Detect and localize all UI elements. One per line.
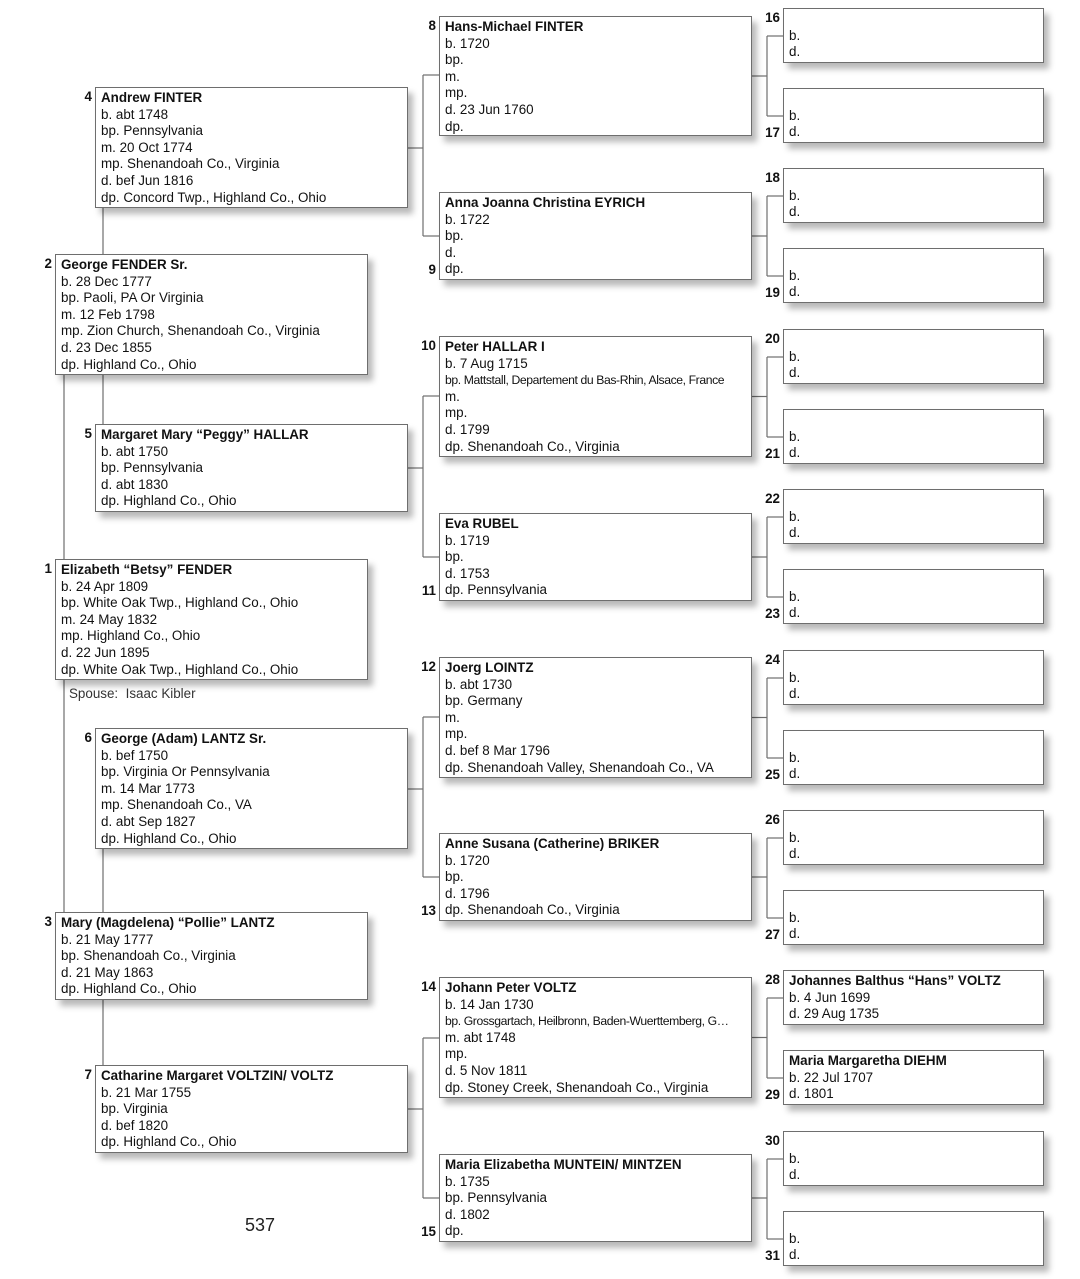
ahnentafel-number-20: 20 <box>765 331 780 346</box>
person-name <box>789 11 1039 28</box>
person-box-9[interactable] <box>439 192 752 280</box>
person-detail-line: d. 21 May 1863 <box>61 964 154 980</box>
person-detail-line: bp. Paoli, PA Or Virginia <box>61 290 204 306</box>
ahnentafel-number-8: 8 <box>428 18 436 33</box>
person-detail-line: b. <box>789 187 801 203</box>
person-detail-line: dp. Shenandoah Co., Virginia <box>445 902 620 918</box>
person-detail-line: d. 5 Nov 1811 <box>445 1062 528 1078</box>
person-detail-line: d. <box>789 605 801 621</box>
ahnentafel-number-5: 5 <box>84 426 92 441</box>
ahnentafel-number-30: 30 <box>765 1133 780 1148</box>
ahnentafel-number-13: 13 <box>421 903 436 918</box>
person-name: Johann Peter VOLTZ <box>445 980 577 995</box>
ahnentafel-number-24: 24 <box>765 652 780 667</box>
ahnentafel-number-7: 7 <box>84 1067 92 1082</box>
person-detail-line: mp. <box>445 85 468 101</box>
person-name <box>789 813 1039 830</box>
person-detail-line: b. 22 Jul 1707 <box>789 1069 874 1085</box>
person-detail-line: dp. <box>445 261 464 277</box>
person-detail-line: d. <box>789 365 801 381</box>
person-detail-line: m. 14 Mar 1773 <box>101 780 195 796</box>
person-name <box>789 1134 1039 1151</box>
person-name: Maria Margaretha DIEHM <box>789 1053 947 1068</box>
person-detail-line: b. <box>789 428 801 444</box>
person-detail-line: m. 12 Feb 1798 <box>61 306 155 322</box>
person-detail-line: d. 1753 <box>445 565 490 581</box>
person-detail-line: b. <box>789 1150 801 1166</box>
ahnentafel-number-6: 6 <box>84 730 92 745</box>
person-detail-line: dp. Highland Co., Ohio <box>101 1134 237 1150</box>
person-detail-line: b. <box>789 27 801 43</box>
person-detail-line: b. <box>789 348 801 364</box>
person-box-21[interactable] <box>783 409 1044 464</box>
person-detail-line: d. 1796 <box>445 885 490 901</box>
person-detail-line: d. bef 8 Mar 1796 <box>445 742 550 758</box>
person-detail-line: bp. Grossgartach, Heilbronn, Baden-Wuerttemberg, G… <box>445 1014 729 1029</box>
person-detail-line: bp. Virginia Or Pennsylvania <box>101 764 270 780</box>
person-box-18[interactable] <box>783 168 1044 223</box>
person-detail-line: d. 23 Jun 1760 <box>445 101 534 117</box>
person-detail-line: b. 24 Apr 1809 <box>61 578 149 594</box>
person-detail-line: d. 23 Dec 1855 <box>61 339 152 355</box>
person-detail-line: d. <box>789 525 801 541</box>
person-name: Anna Joanna Christina EYRICH <box>445 195 646 210</box>
person-detail-line: d. 1799 <box>445 421 490 437</box>
person-name: Maria Elizabetha MUNTEIN/ MINTZEN <box>445 1157 682 1172</box>
person-detail-line: d. <box>789 204 801 220</box>
person-detail-line: bp. Pennsylvania <box>101 123 203 139</box>
person-detail-line: b. <box>789 588 801 604</box>
person-name <box>789 492 1039 509</box>
person-detail-line: dp. <box>445 118 464 134</box>
person-name: Margaret Mary “Peggy” HALLAR <box>101 427 309 442</box>
page-number: 537 <box>245 1215 276 1235</box>
person-name <box>789 412 1039 429</box>
person-name <box>789 332 1039 349</box>
person-box-10[interactable] <box>439 336 752 457</box>
ahnentafel-number-26: 26 <box>765 812 780 827</box>
person-detail-line: b. <box>789 267 801 283</box>
ahnentafel-number-28: 28 <box>765 972 780 987</box>
person-box-28[interactable] <box>783 970 1044 1025</box>
person-detail-line: d. 29 Aug 1735 <box>789 1006 880 1022</box>
person-box-25[interactable] <box>783 730 1044 785</box>
person-name: Hans-Michael FINTER <box>445 19 584 34</box>
person-box-11[interactable] <box>439 513 752 601</box>
person-detail-line: bp. White Oak Twp., Highland Co., Ohio <box>61 595 299 611</box>
person-detail-line: b. <box>789 909 801 925</box>
ahnentafel-number-31: 31 <box>765 1248 780 1263</box>
person-box-29[interactable] <box>783 1050 1044 1105</box>
person-detail-line: d. <box>789 926 801 942</box>
person-detail-line: d. <box>789 284 801 300</box>
person-box-12[interactable] <box>439 657 752 778</box>
ahnentafel-number-22: 22 <box>765 491 780 506</box>
person-detail-line: b. 1722 <box>445 211 490 227</box>
ahnentafel-number-27: 27 <box>765 927 780 942</box>
person-name <box>789 733 1039 750</box>
person-detail-line: b. abt 1748 <box>101 106 169 122</box>
person-detail-line: dp. <box>445 1223 464 1239</box>
person-name: Peter HALLAR I <box>445 339 545 354</box>
person-detail-line: b. 21 Mar 1755 <box>101 1084 192 1100</box>
person-detail-line: mp. Shenandoah Co., Virginia <box>101 156 280 172</box>
spouse-name: Isaac Kibler <box>125 686 196 701</box>
person-name: Mary (Magdelena) “Pollie” LANTZ <box>61 915 275 930</box>
person-name <box>789 893 1039 910</box>
person-box-14[interactable] <box>439 977 752 1098</box>
person-detail-line: b. abt 1730 <box>445 676 513 692</box>
person-detail-line: m. <box>445 68 460 84</box>
ahnentafel-number-10: 10 <box>421 338 436 353</box>
ahnentafel-number-12: 12 <box>421 659 436 674</box>
person-box-26[interactable] <box>783 810 1044 865</box>
person-detail-line: m. abt 1748 <box>445 1029 516 1045</box>
person-detail-line: d. <box>789 846 801 862</box>
ahnentafel-number-2: 2 <box>44 256 52 271</box>
ahnentafel-number-3: 3 <box>44 914 52 929</box>
person-detail-line: bp. <box>445 549 464 565</box>
person-box-13[interactable] <box>439 833 752 921</box>
person-detail-line: bp. <box>445 228 464 244</box>
person-box-24[interactable] <box>783 650 1044 705</box>
person-name: Anne Susana (Catherine) BRIKER <box>445 836 660 851</box>
person-box-2[interactable] <box>55 254 368 375</box>
person-detail-line: b. <box>789 669 801 685</box>
person-detail-line: b. 7 Aug 1715 <box>445 355 528 371</box>
person-box-8[interactable] <box>439 16 752 136</box>
person-detail-line: mp. Shenandoah Co., VA <box>101 797 252 813</box>
person-detail-line: dp. White Oak Twp., Highland Co., Ohio <box>61 661 299 677</box>
person-detail-line: mp. <box>445 405 468 421</box>
person-detail-line: m. <box>445 388 460 404</box>
person-name: George FENDER Sr. <box>61 257 188 272</box>
person-name: Elizabeth “Betsy” FENDER <box>61 562 233 577</box>
person-detail-line: d. 22 Jun 1895 <box>61 644 150 660</box>
person-detail-line: b. <box>789 1230 801 1246</box>
ahnentafel-number-14: 14 <box>421 979 436 994</box>
person-detail-line: mp. Zion Church, Shenandoah Co., Virginia <box>61 323 320 339</box>
person-detail-line: dp. Shenandoah Co., Virginia <box>445 438 620 454</box>
person-name: Eva RUBEL <box>445 516 519 531</box>
ahnentafel-number-17: 17 <box>765 125 780 140</box>
person-detail-line: dp. Concord Twp., Highland Co., Ohio <box>101 189 327 205</box>
person-detail-line: mp. Highland Co., Ohio <box>61 628 201 644</box>
person-detail-line: b. bef 1750 <box>101 747 169 763</box>
person-detail-line: dp. Highland Co., Ohio <box>101 830 237 846</box>
ahnentafel-number-25: 25 <box>765 767 780 782</box>
person-name <box>789 1214 1039 1231</box>
person-box-4[interactable] <box>95 87 408 208</box>
person-detail-line: dp. Highland Co., Ohio <box>101 493 237 509</box>
person-detail-line: d. <box>789 766 801 782</box>
person-detail-line: b. 4 Jun 1699 <box>789 989 871 1005</box>
person-detail-line: d. <box>789 445 801 461</box>
person-detail-line: b. 1735 <box>445 1173 490 1189</box>
person-name: Andrew FINTER <box>101 90 203 105</box>
person-detail-line: m. 24 May 1832 <box>61 611 158 627</box>
person-detail-line: d. <box>445 244 457 260</box>
ahnentafel-number-23: 23 <box>765 606 780 621</box>
person-detail-line: d. <box>789 1167 801 1183</box>
ahnentafel-number-29: 29 <box>765 1087 780 1102</box>
person-detail-line: dp. Stoney Creek, Shenandoah Co., Virginia <box>445 1079 709 1095</box>
person-box-15[interactable] <box>439 1154 752 1242</box>
person-box-5[interactable] <box>95 424 408 512</box>
person-detail-line: d. 1801 <box>789 1086 834 1102</box>
person-detail-line: d. <box>789 124 801 140</box>
ahnentafel-number-11: 11 <box>421 583 436 598</box>
ahnentafel-number-19: 19 <box>765 285 780 300</box>
person-detail-line: bp. Mattstall, Departement du Bas-Rhin, Alsace, France <box>445 373 725 388</box>
person-detail-line: b. <box>789 508 801 524</box>
ahnentafel-number-18: 18 <box>765 170 780 185</box>
person-detail-line: d. <box>789 44 801 60</box>
person-name <box>789 572 1039 589</box>
spouse-note <box>69 686 196 701</box>
person-detail-line: b. 1719 <box>445 532 490 548</box>
person-detail-line: b. 1720 <box>445 852 490 868</box>
person-box-22[interactable] <box>783 489 1044 544</box>
person-box-27[interactable] <box>783 890 1044 945</box>
ahnentafel-number-1: 1 <box>44 561 52 576</box>
person-detail-line: b. 1720 <box>445 35 490 51</box>
person-detail-line: b. <box>789 107 801 123</box>
person-name: Johannes Balthus “Hans” VOLTZ <box>789 973 1001 988</box>
person-box-7[interactable] <box>95 1065 408 1153</box>
person-detail-line: d. bef 1820 <box>101 1117 169 1133</box>
person-detail-line: dp. Pennsylvania <box>445 582 547 598</box>
person-detail-line: b. abt 1750 <box>101 443 169 459</box>
person-detail-line: dp. Highland Co., Ohio <box>61 356 197 372</box>
person-detail-line: mp. <box>445 1046 468 1062</box>
person-detail-line: dp. Shenandoah Valley, Shenandoah Co., VA <box>445 759 714 775</box>
person-detail-line: d. bef Jun 1816 <box>101 172 194 188</box>
person-name <box>789 91 1039 108</box>
person-detail-line: d. <box>789 686 801 702</box>
person-detail-line: m. <box>445 709 460 725</box>
person-name: Joerg LOINTZ <box>445 660 534 675</box>
person-box-23[interactable] <box>783 569 1044 624</box>
ahnentafel-number-16: 16 <box>765 10 780 25</box>
person-detail-line: d. 1802 <box>445 1206 490 1222</box>
ahnentafel-number-15: 15 <box>421 1224 436 1239</box>
person-name <box>789 653 1039 670</box>
person-detail-line: bp. <box>445 52 464 68</box>
person-name: Catharine Margaret VOLTZIN/ VOLTZ <box>101 1068 334 1083</box>
person-detail-line: bp. Pennsylvania <box>101 460 203 476</box>
person-detail-line: bp. Germany <box>445 693 523 709</box>
person-detail-line: m. 20 Oct 1774 <box>101 139 193 155</box>
person-box-19[interactable] <box>783 248 1044 303</box>
person-detail-line: b. 14 Jan 1730 <box>445 996 534 1012</box>
person-box-16[interactable] <box>783 8 1044 63</box>
person-name: George (Adam) LANTZ Sr. <box>101 731 267 746</box>
person-detail-line: d. abt 1830 <box>101 476 169 492</box>
ahnentafel-number-4: 4 <box>84 89 92 104</box>
person-box-17[interactable] <box>783 88 1044 143</box>
person-detail-line: bp. Pennsylvania <box>445 1190 547 1206</box>
person-box-3[interactable] <box>55 912 368 1000</box>
person-detail-line: d. <box>789 1247 801 1263</box>
person-name <box>789 251 1039 268</box>
person-detail-line: bp. Shenandoah Co., Virginia <box>61 948 236 964</box>
person-detail-line: b. 28 Dec 1777 <box>61 273 152 289</box>
person-detail-line: bp. Virginia <box>101 1101 168 1117</box>
ahnentafel-number-9: 9 <box>428 262 436 277</box>
person-detail-line: bp. <box>445 869 464 885</box>
person-detail-line: b. 21 May 1777 <box>61 931 154 947</box>
person-detail-line: dp. Highland Co., Ohio <box>61 981 197 997</box>
person-box-20[interactable] <box>783 329 1044 384</box>
person-detail-line: b. <box>789 749 801 765</box>
person-box-1[interactable] <box>55 559 368 680</box>
ahnentafel-number-21: 21 <box>765 446 780 461</box>
person-box-30[interactable] <box>783 1131 1044 1186</box>
person-detail-line: d. abt Sep 1827 <box>101 813 196 829</box>
person-name <box>789 171 1039 188</box>
person-box-31[interactable] <box>783 1211 1044 1266</box>
person-detail-line: b. <box>789 829 801 845</box>
person-box-6[interactable] <box>95 728 408 849</box>
spouse-label: Spouse: <box>69 686 119 701</box>
person-detail-line: mp. <box>445 726 468 742</box>
